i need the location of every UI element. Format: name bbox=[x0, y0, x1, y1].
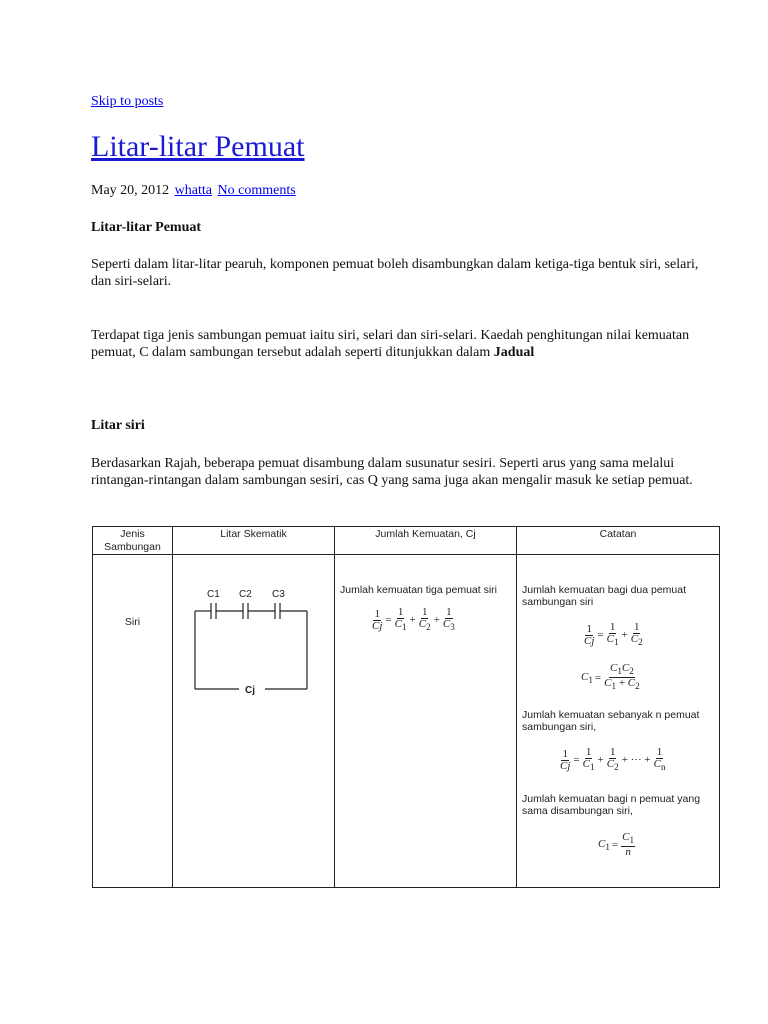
comments-link[interactable]: No comments bbox=[217, 183, 296, 198]
formula-two-product: $C_1$ = $\frac{C_1C_2}{C_1 + C_2}$ bbox=[581, 662, 640, 692]
post-title bbox=[91, 129, 305, 165]
col4-note-identical: Jumlah kemuatan bagi n pemuat yang sama disambungan siri, bbox=[522, 793, 701, 817]
header-litar-skematik: Litar Skematik bbox=[220, 528, 287, 540]
col3-caption: Jumlah kemuatan tiga pemuat siri bbox=[340, 584, 497, 596]
col4-note-two: Jumlah kemuatan bagi dua pemuat sambungan siri bbox=[522, 584, 687, 608]
jadual-ref: Jadual bbox=[493, 345, 535, 360]
header-catatan: Catatan bbox=[599, 528, 637, 540]
post-subtitle: Litar-litar Pemuat bbox=[91, 220, 202, 235]
capacitor-table bbox=[92, 526, 720, 888]
row-type-siri: Siri bbox=[124, 616, 141, 628]
paragraph-types-text: Terdapat tiga jenis sambungan pemuat iaitu siri, selari dan siri-selari. Kaedah penghitungan nilai kemuatan pemuat, C dalam sambungan tersebut adalah seperti ditunjukkan dalam bbox=[91, 328, 690, 360]
series-circuit-diagram bbox=[189, 581, 319, 701]
label-c2: C2 bbox=[239, 589, 252, 600]
label-cj: Cj bbox=[245, 685, 255, 696]
table-divider bbox=[93, 554, 719, 555]
formula-n-series: $\frac{1}{Cj}$ = $\frac{1}{C_1}$ + $\frac{1}{C_2}$ + ··· + $\frac{1}{C_n}$ bbox=[560, 746, 666, 773]
skip-to-posts-link[interactable]: Skip to posts bbox=[91, 94, 164, 109]
header-jenis-sambungan: Jenis Sambungan bbox=[104, 528, 161, 553]
table-divider bbox=[516, 527, 517, 887]
table-divider bbox=[334, 527, 335, 887]
col4-note-n: Jumlah kemuatan sebanyak n pemuat sambungan siri, bbox=[522, 709, 700, 733]
header-jumlah-kemuatan: Jumlah Kemuatan, Cj bbox=[375, 528, 476, 540]
paragraph-intro: Seperti dalam litar-litar pearuh, komponen pemuat boleh disambungkan dalam ketiga-tiga bentuk siri, selari, dan siri-selari. bbox=[91, 257, 699, 289]
formula-two-series: $\frac{1}{Cj}$ = $\frac{1}{C_1}$ + $\frac{1}{C_2}$ bbox=[584, 621, 643, 648]
label-c1: C1 bbox=[207, 589, 220, 600]
label-c3: C3 bbox=[272, 589, 285, 600]
paragraph-series: Berdasarkan Rajah, beberapa pemuat disambung dalam susunatur sesiri. Seperti arus yang sama melalui rintangan-rintangan dalam sambungan sesiri, cas Q yang sama juga akan mengalir masuk ke setiap pemuat. bbox=[91, 456, 693, 488]
paragraph-types bbox=[91, 327, 701, 361]
post-date: May 20, 2012 bbox=[91, 183, 170, 198]
section-heading-litar-siri: Litar siri bbox=[91, 418, 145, 433]
formula-identical: $C_1$ = $\frac{C_1}{n}$ bbox=[598, 831, 635, 859]
post-title-link[interactable]: Litar-litar Pemuat bbox=[91, 130, 305, 163]
formula-three-series: $\frac{1}{Cj}$ = $\frac{1}{C_1}$ + $\frac{1}{C_2}$ + $\frac{1}{C_3}$ bbox=[372, 606, 455, 633]
post-meta bbox=[91, 183, 296, 199]
author-link[interactable]: whatta bbox=[174, 183, 212, 198]
table-divider bbox=[172, 527, 173, 887]
